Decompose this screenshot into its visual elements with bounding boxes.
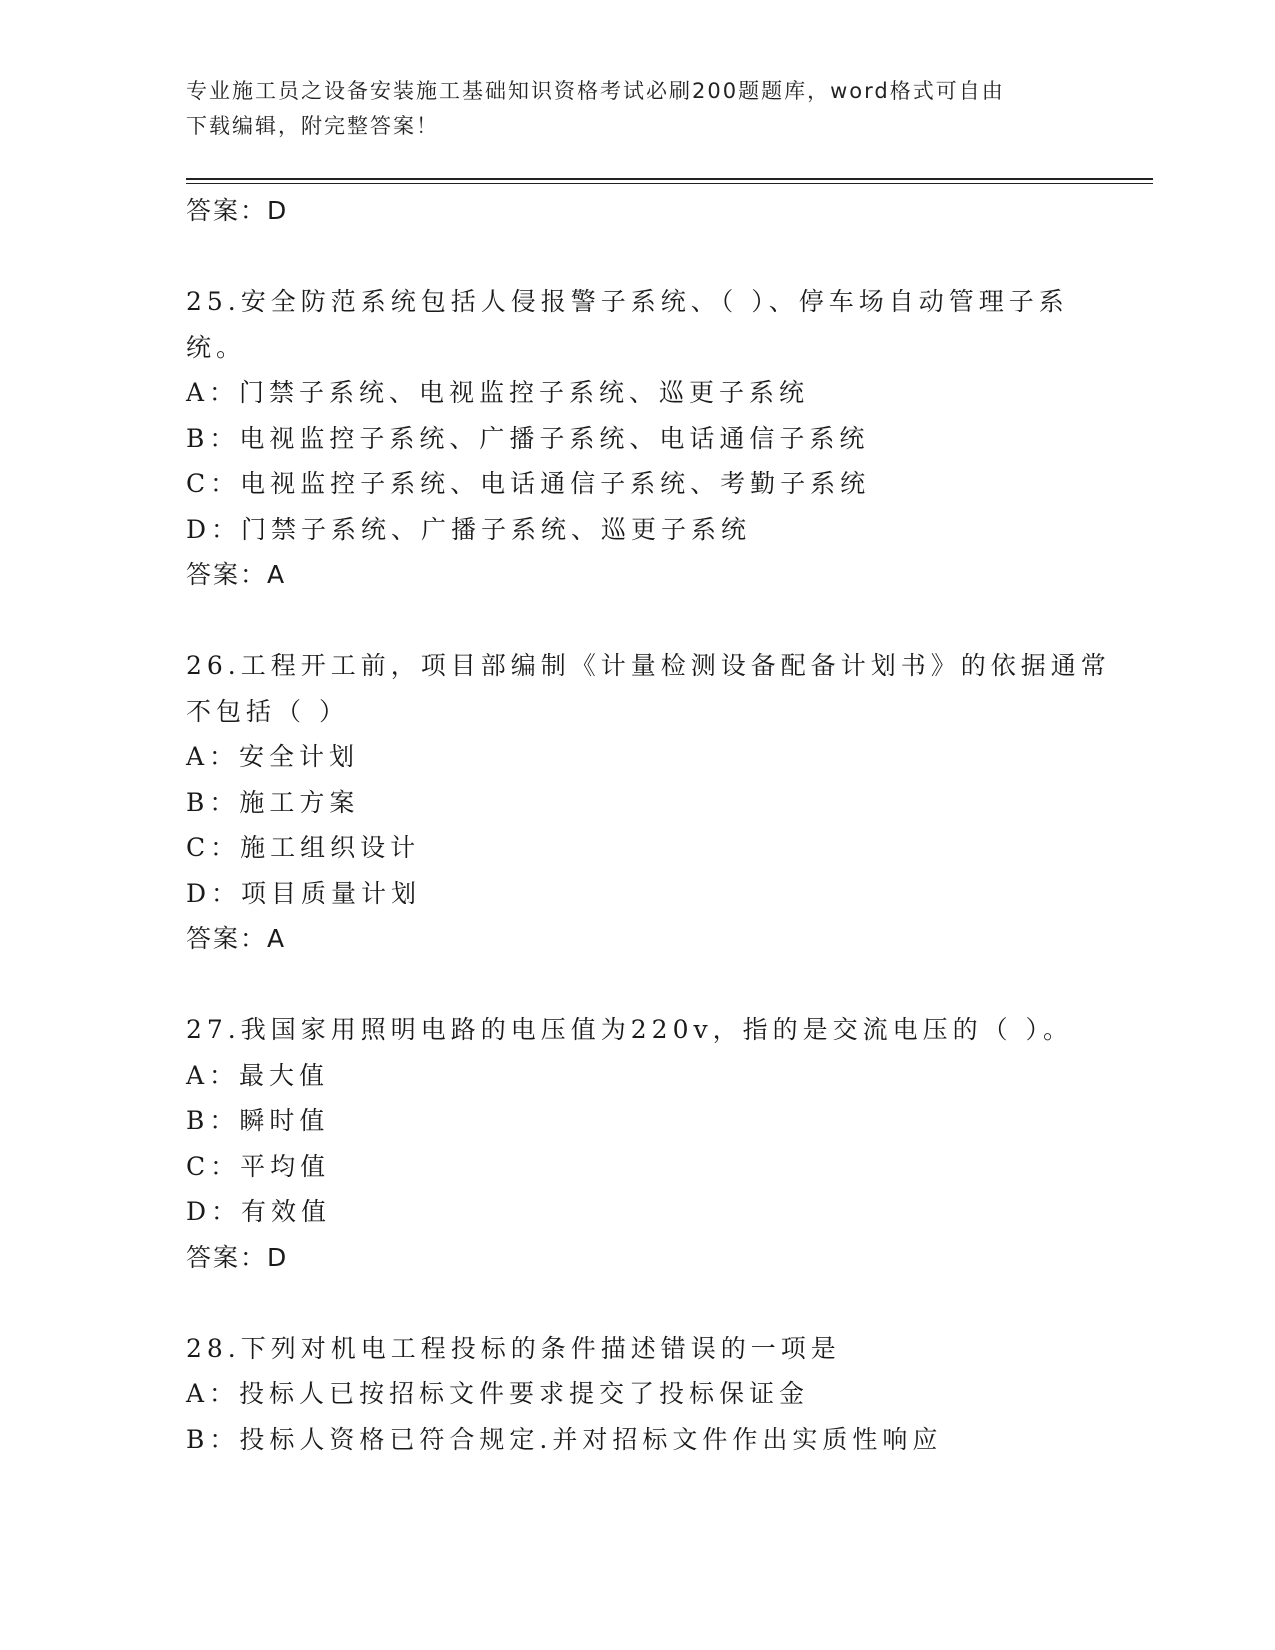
question-text-line: 不包括（ ） [186,696,349,726]
question-text-line: 25.安全防范系统包括人侵报警子系统、（ ）、停车场自动管理子系 [186,287,1069,316]
option-a: A：安全计划 [186,742,360,771]
option-a: A：投标人已按招标文件要求提交了投标保证金 [186,1379,810,1408]
spacer [186,962,1086,1008]
option-a: A：门禁子系统、电视监控子系统、巡更子系统 [186,378,810,407]
question-27 [186,1007,1086,1280]
option-a: A：最大值 [186,1060,330,1090]
option-c: C：平均值 [186,1151,331,1181]
previous-answer: 答案：D [186,196,289,225]
option-b: B：电视监控子系统、广播子系统、电话通信子系统 [186,423,870,453]
question-28 [186,1326,1086,1463]
question-text-line: 26.工程开工前，项目部编制《计量检测设备配备计划书》的依据通常 [186,651,1111,680]
option-d: D：项目质量计划 [186,878,422,908]
question-text-line: 28.下列对机电工程投标的条件描述错误的一项是 [186,1333,841,1363]
header-rule-thick [186,178,1153,180]
option-d: D：有效值 [186,1197,332,1226]
option-b: B：施工方案 [186,787,360,817]
option-b: B：投标人资格已符合规定.并对招标文件作出实质性响应 [186,1424,943,1454]
header-rule-thin [186,183,1153,184]
question-text-line: 统。 [186,332,247,362]
question-text-line: 27.我国家用照明电路的电压值为220v，指的是交流电压的（ ）。 [186,1015,1074,1044]
option-d: D：门禁子系统、广播子系统、巡更子系统 [186,514,752,544]
header-line-1: 专业施工员之设备安装施工基础知识资格考试必刷200题题库，word格式可自由 [186,79,1005,103]
header-line-2: 下载编辑，附完整答案！ [186,114,439,138]
question-26 [186,643,1111,962]
answer: 答案：A [186,924,287,953]
option-b: B：瞬时值 [186,1106,330,1135]
answer: 答案：A [186,560,287,589]
document-body [186,188,1111,1462]
spacer [186,234,1086,280]
option-c: C：电视监控子系统、电话通信子系统、考勤子系统 [186,469,871,498]
question-25 [186,279,1086,598]
spacer [186,598,1086,644]
spacer [186,1280,1086,1326]
answer: 答案：D [186,1242,289,1272]
document-header [186,74,1066,144]
option-c: C：施工组织设计 [186,833,421,862]
